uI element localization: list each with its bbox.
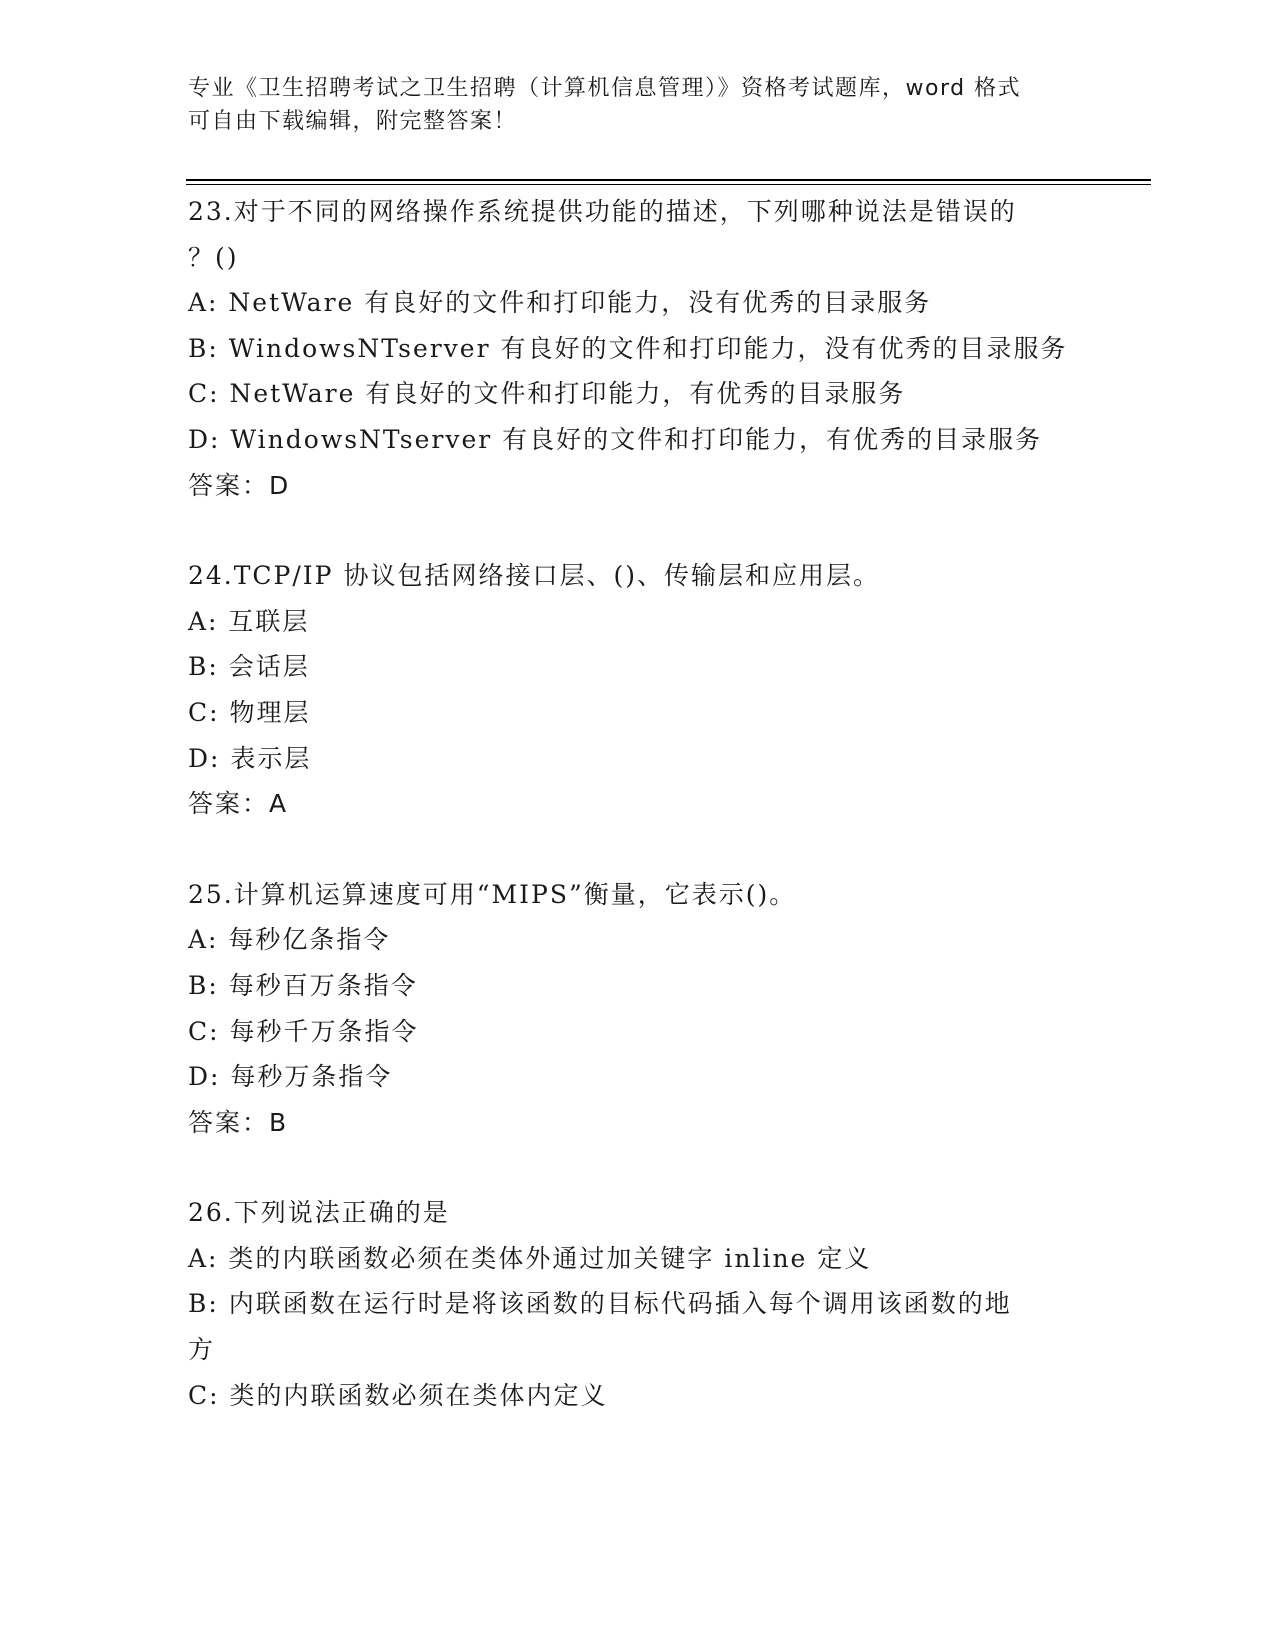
answer-label: 答案：D [188,470,291,500]
option-c: C: 每秒千万条指令 [188,1016,419,1046]
option-b: B: 每秒百万条指令 [188,970,418,1000]
option-d: D: 表示层 [188,743,312,773]
option-c: C: 物理层 [188,697,311,727]
option-a: A: 类的内联函数必须在类体外通过加关键字 inline 定义 [188,1243,872,1273]
header-line-2: 可自由下载编辑，附完整答案！ [188,109,518,134]
question-spacer [188,827,1088,872]
option-c: C: 类的内联函数必须在类体内定义 [188,1380,608,1410]
question-spacer [188,508,1088,553]
question-23 [188,189,1088,508]
option-b: B: 内联函数在运行时是将该函数的目标代码插入每个调用该函数的地 [188,1289,1012,1319]
option-b: B: 会话层 [188,652,310,682]
document-header [188,72,1088,138]
option-a: A: 每秒亿条指令 [188,925,391,955]
option-c: C: NetWare 有良好的文件和打印能力，有优秀的目录服务 [188,379,906,409]
option-b: B: WindowsNTserver 有良好的文件和打印能力，没有优秀的目录服务 [188,333,1068,363]
header-line-1: 专业《卫生招聘考试之卫生招聘（计算机信息管理）》资格考试题库，word 格式 [188,76,1022,101]
question-stem: 26.下列说法正确的是 [188,1198,450,1228]
header-rule-thin [186,184,1151,185]
question-26 [188,1190,1088,1418]
question-stem: 25.计算机运算速度可用“MIPS”衡量，它表示()。 [188,879,797,909]
option-d: D: 每秒万条指令 [188,1062,393,1092]
question-stem: 23.对于不同的网络操作系统提供功能的描述，下列哪种说法是错误的 [188,197,1017,226]
question-25 [188,872,1088,1146]
option-b-continued: 方 [188,1335,216,1365]
question-stem-continued: ？() [188,242,239,272]
answer-label: 答案：B [188,1107,289,1137]
question-24 [188,553,1088,827]
option-a: A: NetWare 有良好的文件和打印能力，没有优秀的目录服务 [188,288,932,318]
question-list [188,189,1088,1418]
header-rule-thick [186,179,1151,181]
option-a: A: 互联层 [188,606,310,636]
option-d: D: WindowsNTserver 有良好的文件和打印能力，有优秀的目录服务 [188,424,1043,454]
question-spacer [188,1145,1088,1190]
question-stem: 24.TCP/IP 协议包括网络接口层、()、传输层和应用层。 [188,561,880,591]
answer-label: 答案：A [188,789,289,819]
